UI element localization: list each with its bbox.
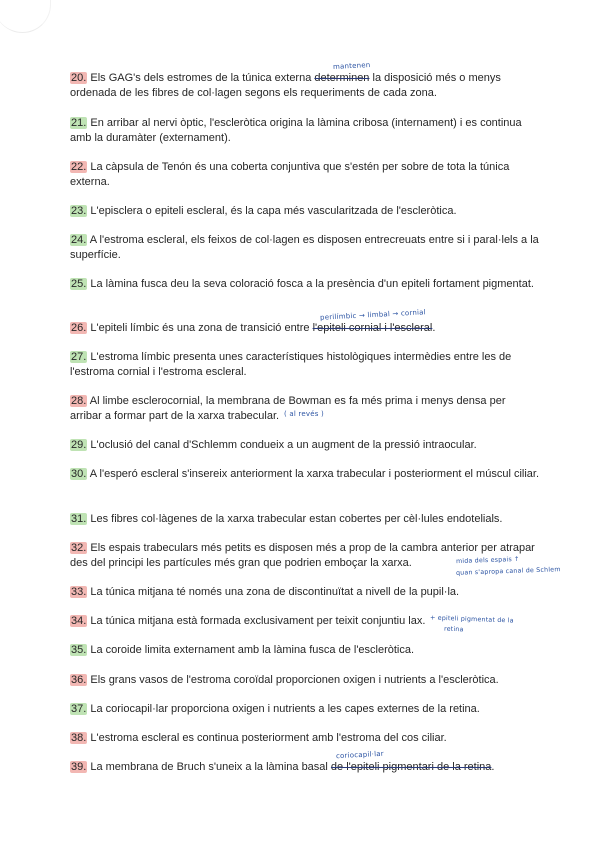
question-item [70, 541, 540, 571]
question-text-end: la disposició més o menys ordenada de les fibres de col·lagen segons els requeriments de cada zona. [70, 72, 501, 99]
question-text: A l'esperó escleral s'insereix anteriorment la xarxa trabecular i posteriorment el múscul ciliar. [87, 468, 540, 480]
handwritten-note: mida dels espais ↑ [455, 555, 520, 566]
struck-text: determinen [314, 72, 370, 84]
handwritten-note: + epiteli pigmentat de la [429, 614, 514, 625]
question-item [70, 585, 540, 600]
question-number: 24. [71, 234, 87, 246]
question-item [70, 204, 540, 219]
question-text: L'estroma límbic presenta unes característiques histològiques intermèdies entre les de l'estroma cornial i l'estroma escleral. [70, 351, 512, 378]
question-item [70, 394, 540, 424]
question-text: La membrana de Bruch s'uneix a la làmina basal [87, 761, 331, 773]
question-number: 22. [71, 161, 87, 173]
question-item [70, 277, 540, 292]
question-number: 25. [71, 278, 87, 290]
question-number: 31. [71, 513, 87, 525]
question-text: Els espais trabeculars més petits es disposen més a prop de la cambra anterior per atrapar des del principi les partícules més gran que podrien emboçar la xarxa. [70, 542, 535, 569]
question-number: 38. [71, 732, 87, 744]
question-number: 37. [71, 703, 87, 715]
question-item [70, 233, 540, 263]
handwritten-note: coriocapil·lar [335, 749, 385, 761]
question-number: 35. [71, 644, 87, 656]
question-text: Al limbe esclerocornial, la membrana de Bowman es fa més prima i menys densa per arribar a formar part de la xarxa trabecular. [70, 395, 506, 422]
question-number: 32. [71, 542, 87, 554]
question-number: 36. [71, 674, 87, 686]
question-text: La càpsula de Tenón és una coberta conjuntiva que s'estén per sobre de tota la túnica externa. [70, 161, 510, 188]
question-text-end: . [491, 761, 495, 773]
question-number: 30. [71, 468, 87, 480]
question-text: A l'estroma escleral, els feixos de col·lagen es disposen entrecreuats entre si i paral·lels a la superfície. [70, 234, 539, 261]
struck-text: de l'epiteli pigmentari de la retina [330, 761, 492, 773]
question-item [70, 702, 540, 717]
question-text: Els grans vasos de l'estroma coroïdal proporcionen oxigen i nutrients a l'escleròtica. [87, 674, 499, 686]
question-item [70, 760, 540, 775]
question-number: 21. [71, 117, 87, 129]
question-item [70, 512, 540, 527]
question-item [70, 116, 540, 146]
question-number: 33. [71, 586, 87, 598]
question-item [70, 731, 540, 746]
handwritten-note: perilímbic → limbal → cornial [319, 308, 426, 322]
question-number: 23. [71, 205, 87, 217]
question-text-end: . [432, 322, 436, 334]
question-number: 39. [71, 761, 87, 773]
question-text: Les fibres col·làgenes de la xarxa trabecular estan cobertes per cèl·lules endotelials. [87, 513, 503, 525]
question-text: La túnica mitjana té només una zona de discontinuïtat a nivell de la pupil·la. [87, 586, 460, 598]
handwritten-note: retina [443, 625, 464, 634]
question-item [70, 643, 540, 658]
question-number: 20. [71, 72, 87, 84]
question-item [70, 467, 540, 482]
question-text: Els GAG's dels estromes de la túnica externa [87, 72, 315, 84]
struck-text: l'epiteli cornial i l'escleral [312, 322, 433, 334]
handwritten-note: ( al revés ) [284, 410, 324, 418]
question-text: L'episclera o epiteli escleral, és la capa més vascularitzada de l'escleròtica. [87, 205, 457, 217]
question-text: La túnica mitjana està formada exclusivament per teixit conjuntiu lax. [87, 615, 426, 627]
question-text: L'estroma escleral es continua posteriorment amb l'estroma del cos ciliar. [87, 732, 447, 744]
question-number: 34. [71, 615, 87, 627]
handwritten-note: mantenen [332, 61, 371, 71]
question-number: 26. [71, 322, 87, 334]
question-text: En arribar al nervi òptic, l'escleròtica origina la làmina cribosa (internament) i es continua amb la duramàter (externament). [70, 117, 522, 144]
question-text: L'epiteli límbic és una zona de transició entre [87, 322, 313, 334]
question-item [70, 71, 540, 101]
question-item [70, 321, 540, 336]
question-text: La làmina fusca deu la seva coloració fosca a la presència d'un epiteli fortament pigmentat. [87, 278, 534, 290]
question-item [70, 673, 540, 688]
question-item [70, 350, 540, 380]
question-item [70, 438, 540, 453]
question-text: La coriocapil·lar proporciona oxigen i nutrients a les capes externes de la retina. [87, 703, 480, 715]
question-item [70, 160, 540, 190]
question-text: La coroide limita externament amb la làmina fusca de l'escleròtica. [87, 644, 415, 656]
handwritten-note: quan s'apropa canal de Schlem [455, 566, 561, 577]
question-number: 27. [71, 351, 87, 363]
question-number: 29. [71, 439, 87, 451]
question-text: L'oclusió del canal d'Schlemm condueix a un augment de la pressió intraocular. [87, 439, 477, 451]
question-number: 28. [71, 395, 87, 407]
page-corner-mark [0, 0, 51, 33]
